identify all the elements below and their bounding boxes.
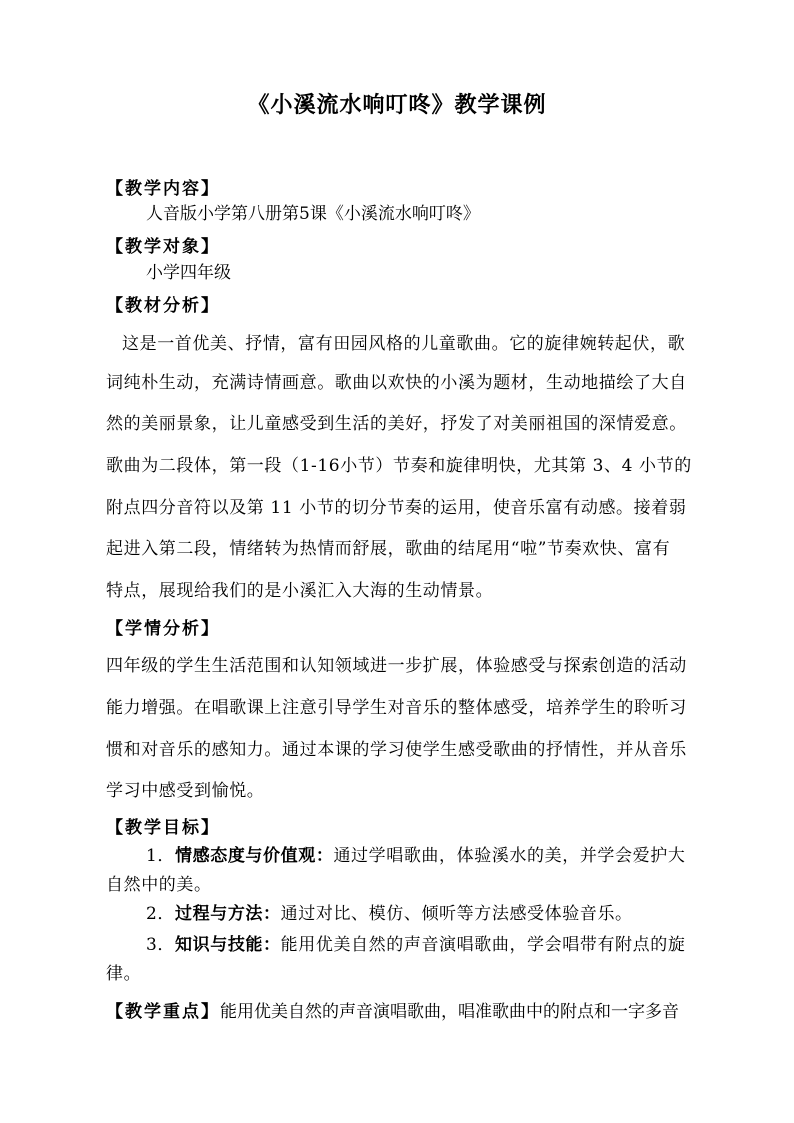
material-line: 特点，展现给我们的是小溪汇入大海的生动情景。 [106, 581, 494, 601]
material-line: 然的美丽景象，让儿童感受到生活的美好，抒发了对美丽祖国的深情爱意。 [106, 414, 687, 434]
goal-text: 能用优美自然的声音演唱歌曲，学会唱带有附点的旋 [280, 935, 686, 955]
goal-item [146, 845, 685, 867]
section-heading-goals: 【教学目标】 [106, 818, 220, 838]
goal-label: 知识与技能： [175, 935, 281, 955]
goal-label: 情感态度与价值观： [175, 846, 334, 866]
audience-text: 小学四年级 [146, 263, 231, 283]
material-line: 起进入第二段，情绪转为热情而舒展，歌曲的结尾用“啦”节奏欢快、富有 [106, 539, 671, 559]
goal-item [146, 903, 633, 925]
section-heading-content: 【教学内容】 [106, 179, 220, 199]
page-title: 《小溪流水响叮咚》教学课例 [247, 93, 547, 118]
goal-continuation: 自然中的美。 [106, 875, 212, 895]
goal-text: 通过学唱歌曲，体验溪水的美，并学会爱护大 [333, 846, 686, 866]
section-heading-focus: 【教学重点】 [106, 1002, 220, 1022]
section-heading-audience: 【教学对象】 [106, 237, 220, 257]
learners-line: 惯和对音乐的感知力。通过本课的学习使学生感受歌曲的抒情性，并从音乐 [106, 740, 687, 760]
goal-text: 通过对比、模仿、倾听等方法感受体验音乐。 [280, 904, 633, 924]
goal-item [146, 934, 685, 956]
section-heading-learners: 【学情分析】 [106, 619, 220, 639]
material-line: 附点四分音符以及第 11 小节的切分节奏的运用，使音乐富有动感。接着弱 [106, 498, 687, 518]
goal-continuation: 律。 [106, 964, 142, 984]
material-line: 这是一首优美、抒情，富有田园风格的儿童歌曲。它的旋律婉转起伏，歌 [122, 334, 686, 354]
focus-text: 能用优美自然的声音演唱歌曲，唱准歌曲中的附点和一字多音 [220, 1002, 679, 1022]
goal-label: 过程与方法： [175, 904, 281, 924]
goal-number: 3． [146, 935, 176, 955]
material-line: 歌曲为二段体，第一段（1-16小节）节奏和旋律明快，尤其第 3、4 小节的 [106, 456, 692, 476]
learners-line: 能力增强。在唱歌课上注意引导学生对音乐的整体感受，培养学生的聆听习 [106, 698, 687, 718]
focus-paragraph [106, 1001, 679, 1023]
goal-number: 1． [146, 846, 176, 866]
learners-line: 学习中感受到愉悦。 [106, 781, 265, 801]
goal-number: 2． [146, 904, 176, 924]
material-line: 词纯朴生动，充满诗情画意。歌曲以欢快的小溪为题材，生动地描绘了大自 [106, 373, 687, 393]
section-heading-material: 【教材分析】 [106, 296, 220, 316]
learners-line: 四年级的学生生活范围和认知领域进一步扩展，体验感受与探索创造的活动 [106, 656, 687, 676]
content-text: 人音版小学第八册第5课《小溪流水响叮咚》 [146, 204, 480, 224]
